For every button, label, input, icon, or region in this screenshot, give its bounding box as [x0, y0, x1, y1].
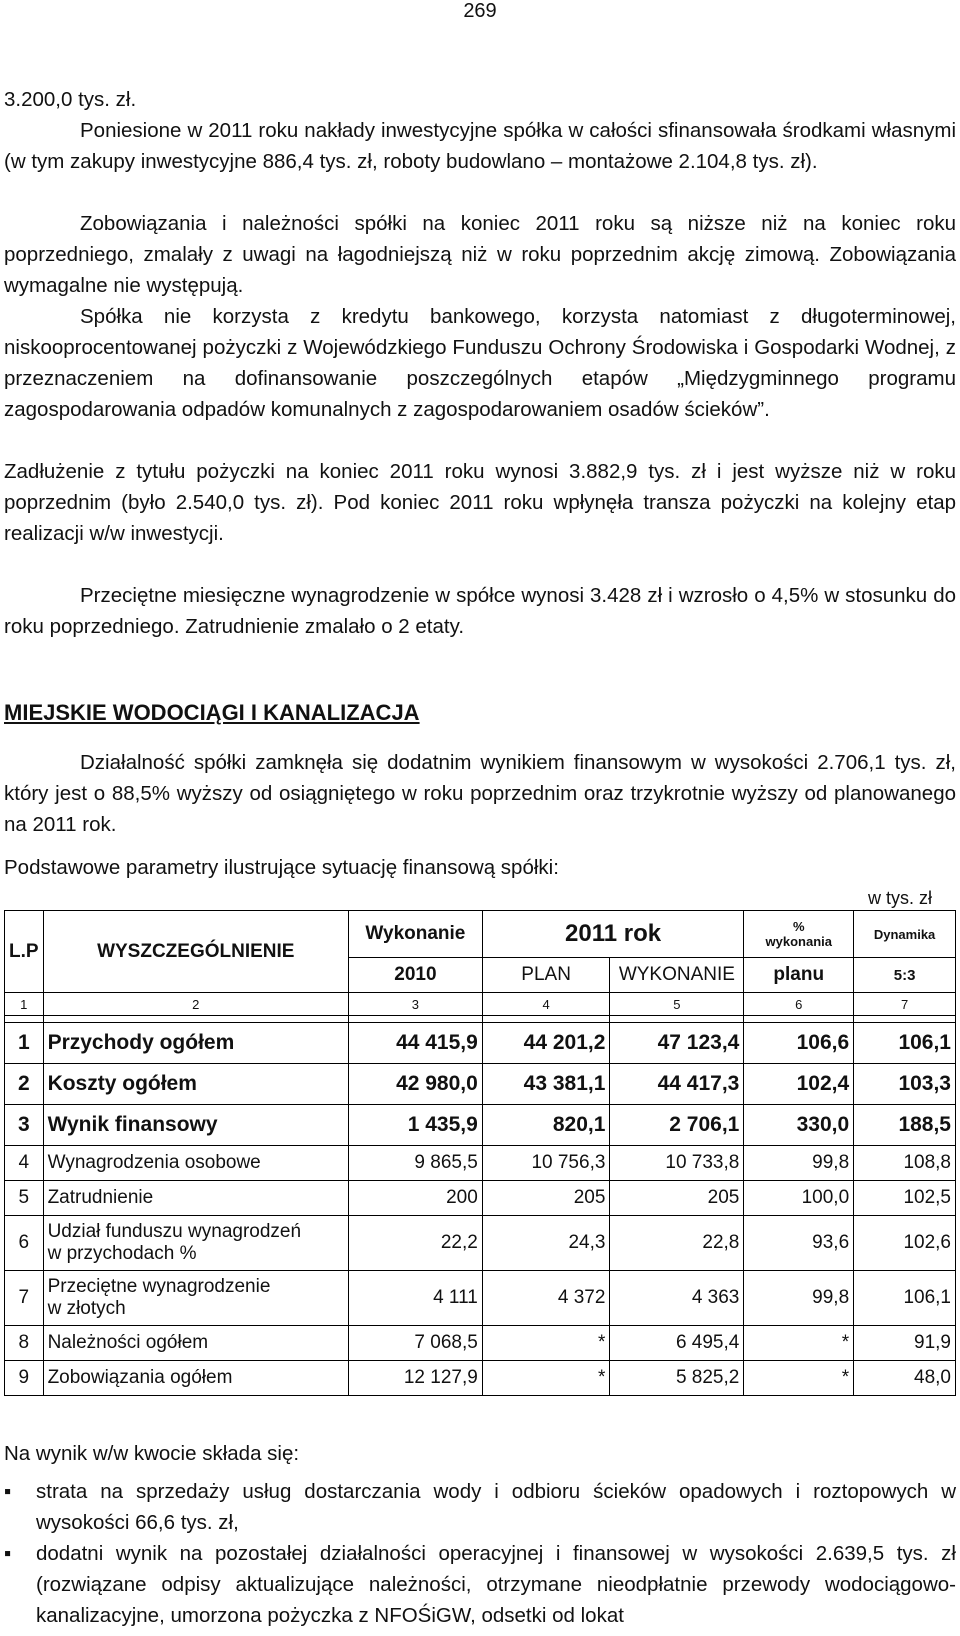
bullet-square-icon: ▪ [4, 1542, 12, 1565]
paragraph-result-breakdown: Na wynik w/w kwocie składa się: [4, 1442, 300, 1465]
table-row [5, 1216, 956, 1271]
cell-2010: 200 [348, 1181, 482, 1216]
financial-table [4, 910, 956, 1396]
cell-plan: 4 372 [482, 1271, 610, 1326]
cell-2010: 42 980,0 [348, 1064, 482, 1105]
header-description: WYSZCZEGÓLNIENIE [43, 911, 348, 993]
paragraph-result: Działalność spółki zamknęła się dodatnim wynikiem finansowym w wysokości 2.706,1 tys. zł, który jest o 88,5% wyższy od osiągniętego w roku poprzednim oraz trzykrotnie wyższy od planowanego na 2011 rok. [4, 751, 956, 836]
cell-description [43, 1271, 348, 1326]
cell-plan: 10 756,3 [482, 1146, 610, 1181]
cell-lp: 7 [5, 1271, 44, 1326]
cell-2010: 7 068,5 [348, 1326, 482, 1361]
cell-percent: * [744, 1361, 854, 1396]
cell-description: Zobowiązania ogółem [43, 1361, 348, 1396]
cell-description-line1: Przeciętne wynagrodzenie [47, 1276, 271, 1297]
cell-dynamics: 108,8 [854, 1146, 956, 1181]
cell-dynamics: 91,9 [854, 1326, 956, 1361]
cell-execution: 47 123,4 [610, 1023, 744, 1064]
cell-2010: 4 111 [348, 1271, 482, 1326]
cell-description: Zatrudnienie [43, 1181, 348, 1216]
cell-execution: 22,8 [610, 1216, 744, 1271]
cell-2010: 44 415,9 [348, 1023, 482, 1064]
bullet-square-icon: ▪ [4, 1480, 12, 1503]
cell-percent: 100,0 [744, 1181, 854, 1216]
paragraph-salary: Przeciętne miesięczne wynagrodzenie w spółce wynosi 3.428 zł i wzrosło o 4,5% w stosunku do roku poprzedniego. Zatrudnienie zmalało o 2 etaty. [4, 584, 956, 638]
column-number: 7 [854, 993, 956, 1016]
cell-percent: * [744, 1326, 854, 1361]
cell-execution: 2 706,1 [610, 1105, 744, 1146]
table-row [5, 1146, 956, 1181]
cell-2010: 22,2 [348, 1216, 482, 1271]
cell-percent: 99,8 [744, 1146, 854, 1181]
paragraph-investments: Poniesione w 2011 roku nakłady inwestycyjne spółka w całości sfinansowała środkami własnymi (w tym zakupy inwestycyjne 886,4 tys. zł, roboty budowlano – montażowe 2.104,8 tys. zł). [4, 119, 956, 173]
cell-description: Należności ogółem [43, 1326, 348, 1361]
page-number: 269 [463, 0, 497, 22]
cell-plan: 820,1 [482, 1105, 610, 1146]
list-item-text: strata na sprzedaży usług dostarczania wody i odbioru ścieków opadowych i roztopowych w wysokości 66,6 tys. zł, [36, 1480, 956, 1534]
column-number: 2 [43, 993, 348, 1016]
header-execution-2010-top: Wykonanie [348, 911, 482, 958]
cell-plan: 44 201,2 [482, 1023, 610, 1064]
cell-dynamics: 106,1 [854, 1271, 956, 1326]
cell-lp: 5 [5, 1181, 44, 1216]
column-number: 5 [610, 993, 744, 1016]
table-row [5, 1361, 956, 1396]
cell-description: Wynagrodzenia osobowe [43, 1146, 348, 1181]
cell-description: Koszty ogółem [43, 1064, 348, 1105]
cell-percent: 106,6 [744, 1023, 854, 1064]
cell-description: Wynik finansowy [43, 1105, 348, 1146]
cell-2010: 1 435,9 [348, 1105, 482, 1146]
header-dynamics-top: Dynamika [854, 911, 956, 958]
cell-dynamics: 102,6 [854, 1216, 956, 1271]
cell-dynamics: 188,5 [854, 1105, 956, 1146]
cell-lp: 6 [5, 1216, 44, 1271]
cell-dynamics: 102,5 [854, 1181, 956, 1216]
column-number: 4 [482, 993, 610, 1016]
cell-dynamics: 103,3 [854, 1064, 956, 1105]
cell-description: Przychody ogółem [43, 1023, 348, 1064]
cell-lp: 3 [5, 1105, 44, 1146]
cell-plan: 24,3 [482, 1216, 610, 1271]
table-row [5, 1105, 956, 1146]
header-percent-label: wykonania [765, 934, 832, 949]
list-item [4, 1538, 956, 1631]
table-row [5, 1271, 956, 1326]
cell-2010: 12 127,9 [348, 1361, 482, 1396]
column-number: 6 [744, 993, 854, 1016]
cell-execution: 5 825,2 [610, 1361, 744, 1396]
table-row [5, 1181, 956, 1216]
cell-description-line2: w przychodach % [47, 1243, 197, 1264]
table-unit-label: w tys. zł [867, 888, 932, 908]
cell-dynamics: 48,0 [854, 1361, 956, 1396]
paragraph-table-intro: Podstawowe parametry ilustrujące sytuację finansową spółki: [4, 856, 559, 879]
paragraph-loan: Spółka nie korzysta z kredytu bankowego, korzysta natomiast z długoterminowej, niskooprocentowanej pożyczki z Wojewódzkiego Funduszu Ochrony Środowiska i Gospodarki Wodnej, z przeznaczeniem na dofinansowanie poszczególnych etapów „Międzygminnego programu zagospodarowania odpadów komunalnych z zagospodarowaniem osadów ścieków”. [4, 305, 956, 421]
cell-percent: 99,8 [744, 1271, 854, 1326]
cell-description-line1: Udział funduszu wynagrodzeń [47, 1221, 302, 1242]
table-row [5, 1023, 956, 1064]
cell-percent: 93,6 [744, 1216, 854, 1271]
list-item-text: dodatni wynik na pozostałej działalności operacyjnej i finansowej w wysokości 2.639,5 tys. zł (rozwiązane odpisy aktualizujące należności, otrzymane nieodpłatnie przewody wodociągowo-kanalizacyjne, umorzona pożyczka z NFOŚiGW, odsetki od lokat [36, 1542, 956, 1627]
cell-plan: * [482, 1326, 610, 1361]
header-percent-top [744, 911, 854, 958]
paragraph-liabilities: Zobowiązania i należności spółki na koniec 2011 roku są niższe niż na koniec roku poprzedniego, zmalały z uwagi na łagodniejszą niż w roku poprzednim akcję zimową. Zobowiązania wymagalne nie występują. [4, 212, 956, 297]
cell-execution: 10 733,8 [610, 1146, 744, 1181]
cell-description [43, 1216, 348, 1271]
cell-lp: 9 [5, 1361, 44, 1396]
header-dynamics-bottom: 5:3 [854, 958, 956, 993]
header-year-2011: 2011 rok [482, 911, 744, 958]
column-number: 1 [5, 993, 44, 1016]
cell-plan: 43 381,1 [482, 1064, 610, 1105]
header-execution-2011: WYKONANIE [610, 958, 744, 993]
header-plan: PLAN [482, 958, 610, 993]
cell-plan: * [482, 1361, 610, 1396]
table-row [5, 1326, 956, 1361]
cell-plan: 205 [482, 1181, 610, 1216]
header-lp: L.P [5, 911, 44, 993]
cell-percent: 330,0 [744, 1105, 854, 1146]
cell-execution: 4 363 [610, 1271, 744, 1326]
cell-dynamics: 106,1 [854, 1023, 956, 1064]
header-percent-symbol: % [792, 919, 805, 934]
cell-execution: 205 [610, 1181, 744, 1216]
cell-lp: 8 [5, 1326, 44, 1361]
list-item [4, 1476, 956, 1538]
header-execution-2010-bottom: 2010 [348, 958, 482, 993]
cell-percent: 102,4 [744, 1064, 854, 1105]
cell-lp: 4 [5, 1146, 44, 1181]
column-number: 3 [348, 993, 482, 1016]
table-row [5, 1064, 956, 1105]
result-breakdown-list [4, 1476, 956, 1631]
cell-2010: 9 865,5 [348, 1146, 482, 1181]
cell-execution: 6 495,4 [610, 1326, 744, 1361]
cell-execution: 44 417,3 [610, 1064, 744, 1105]
cell-lp: 1 [5, 1023, 44, 1064]
paragraph-continuation: 3.200,0 tys. zł. [4, 88, 137, 111]
cell-lp: 2 [5, 1064, 44, 1105]
paragraph-debt: Zadłużenie z tytułu pożyczki na koniec 2011 roku wynosi 3.882,9 tys. zł i jest wyższe niż w roku poprzednim (było 2.540,0 tys. zł). Pod koniec 2011 roku wpłynęła transza pożyczki na kolejny etap realizacji w/w inwestycji. [4, 460, 956, 545]
cell-description-line2: w złotych [47, 1298, 126, 1319]
section-heading: MIEJSKIE WODOCIĄGI I KANALIZACJA [4, 700, 420, 725]
header-percent-bottom: planu [744, 958, 854, 993]
